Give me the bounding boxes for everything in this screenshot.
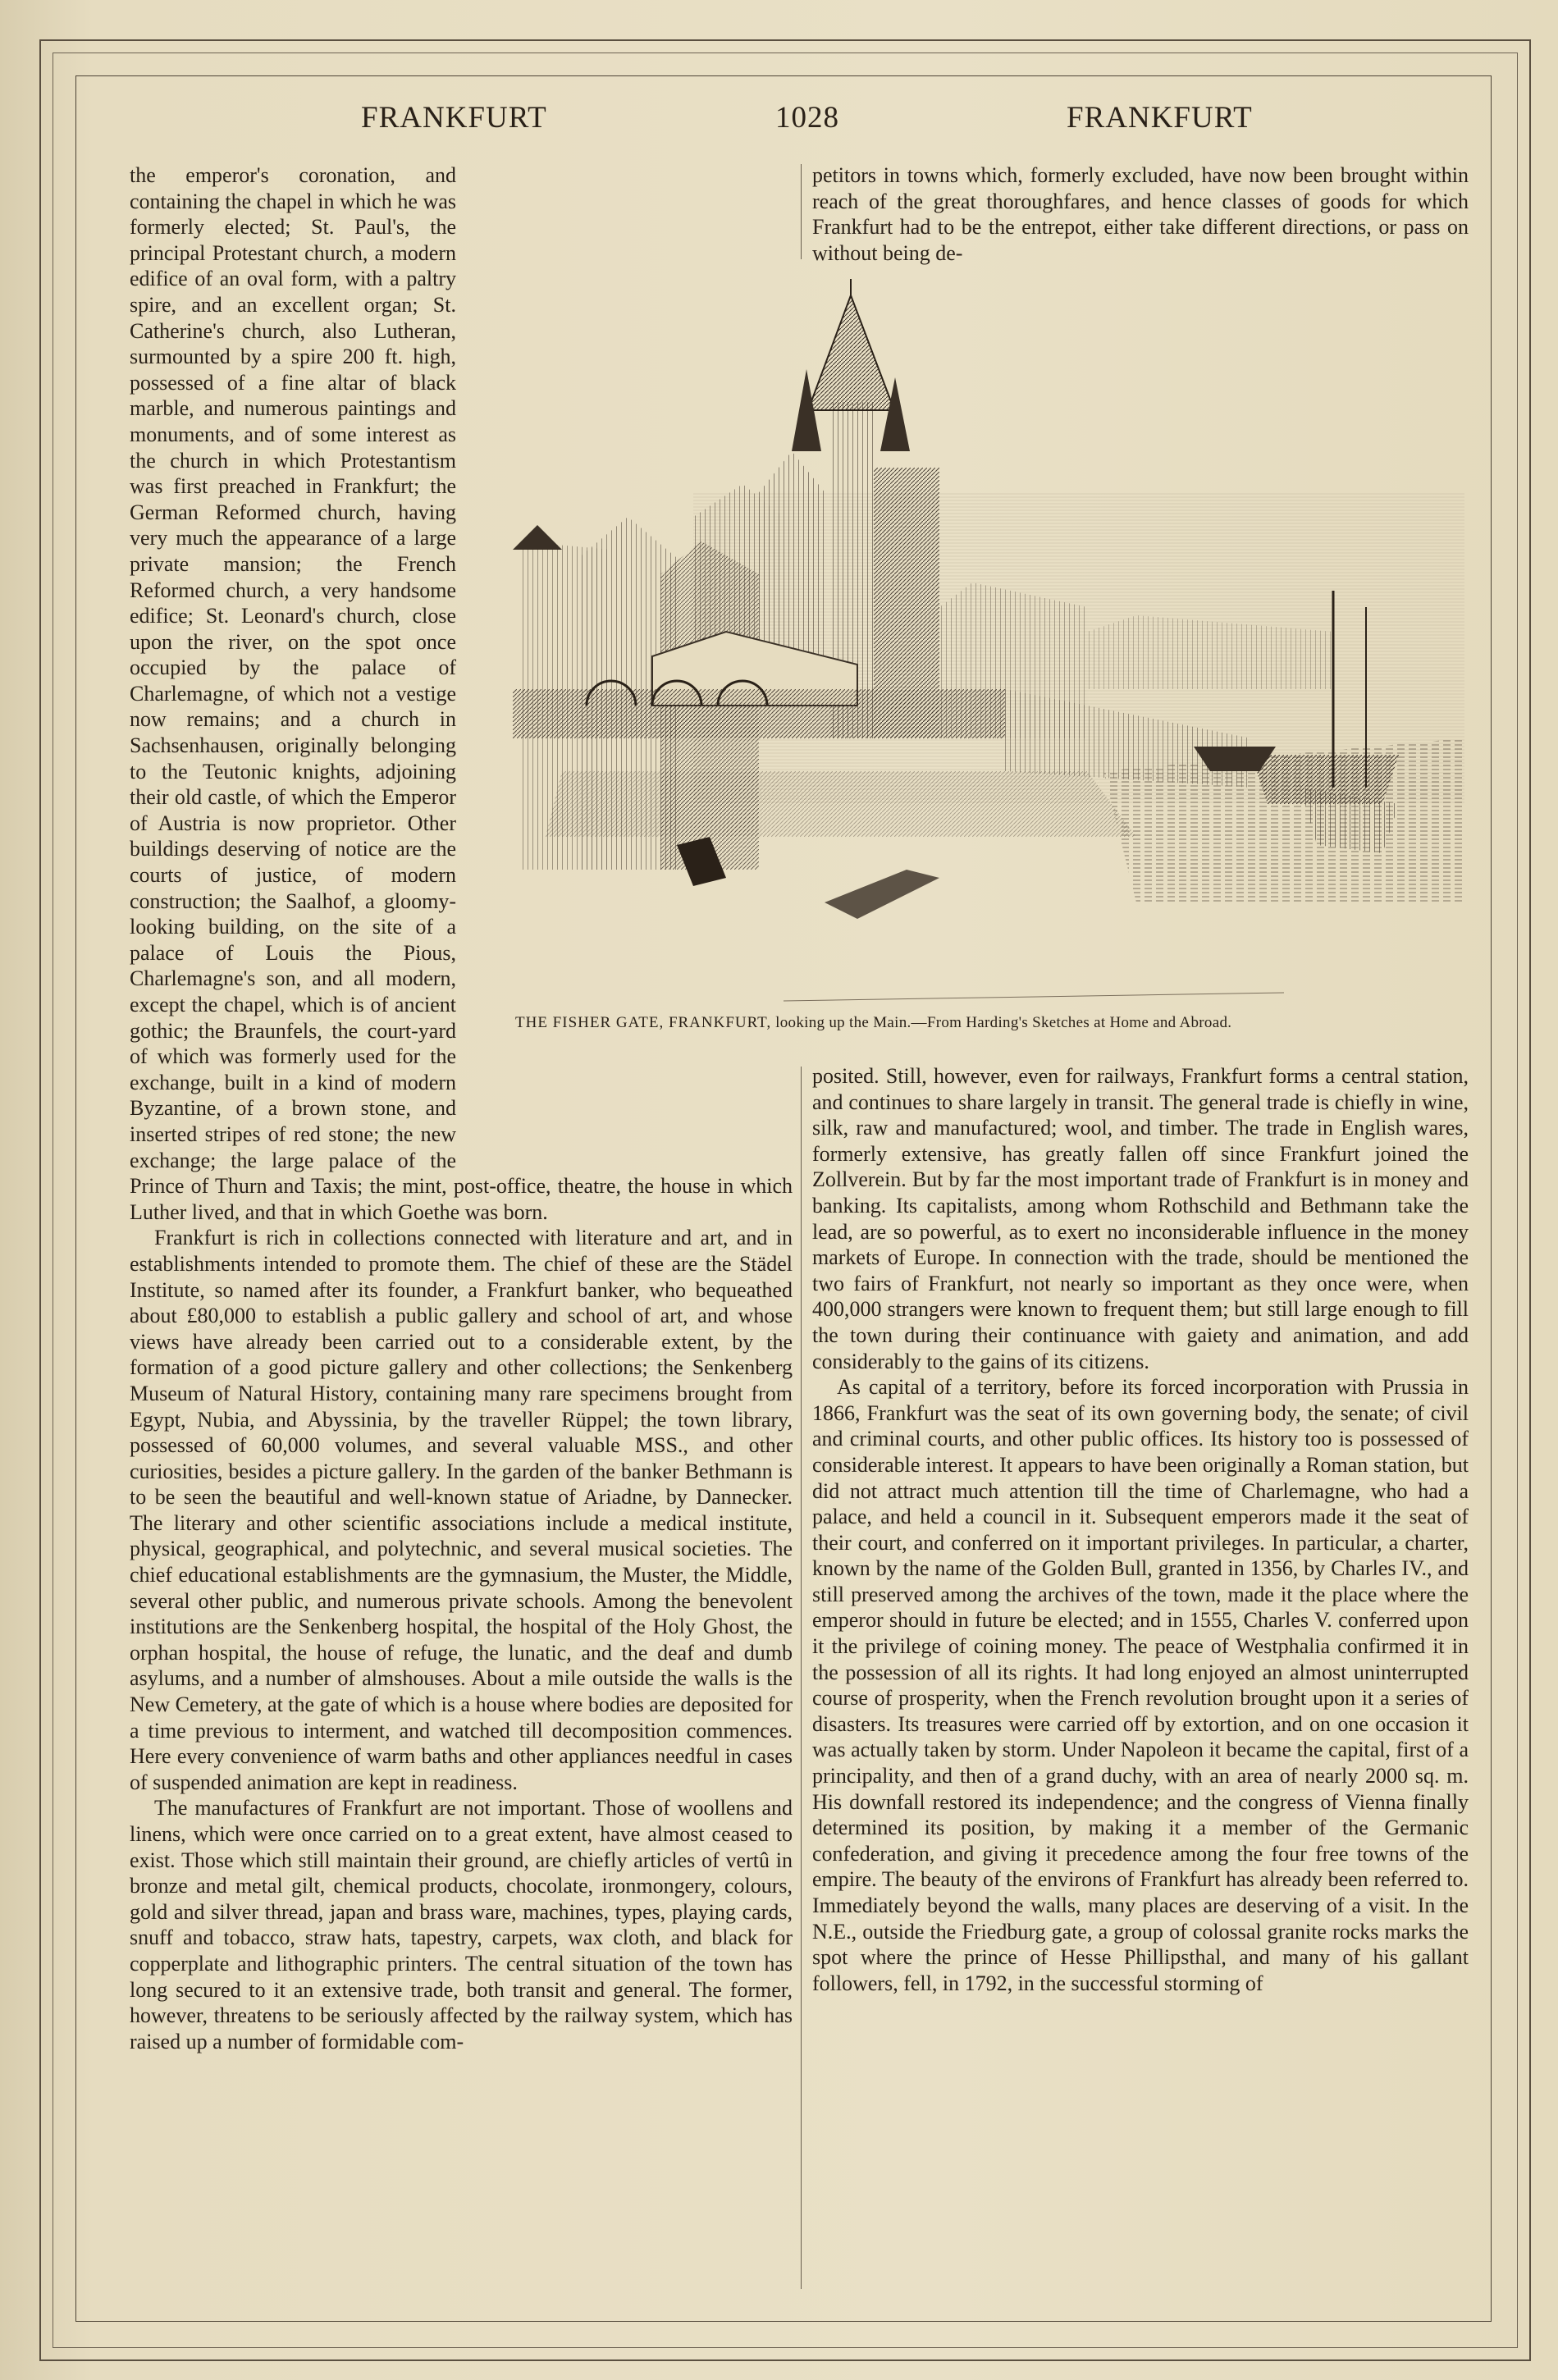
- caption-detail: looking up the Main.—From Harding's Sketches at Home and Abroad.: [771, 1014, 1232, 1031]
- right-paragraph-top: petitors in towns which, formerly excluded, have now been brought within reach of the great thoroughfares, and hence classes of goods for which Frankfurt had to be the entrepot, either take different directions, or pass on without being de-: [812, 163, 1469, 265]
- left-paragraph-3: The manufactures of Frankfurt are not important. Those of woollens and linens, which were once carried on to a great extent, have almost ceased to exist. Those which still maintain their ground, are chiefly articles of vertû in bronze and metal gilt, chemical products, chocolate, ironmongery, colours, gold and silver thread, japan and brass ware, machines, types, playing cards, snuff and tobacco, straw hats, tapestry, carpets, wax cloth, and black for copperplate and lithographic printers. The central situation of the town has long secured to it an extensive trade, both transit and general. The former, however, threatens to be seriously affected by the railway system, which has raised up a number of formidable com-: [130, 1796, 793, 2053]
- right-paragraph-1: posited. Still, however, even for railways, Frankfurt forms a central station, and continues to share largely in transit. The general trade is chiefly in wine, silk, raw and manufactured; wool, and timber. The trade in English wares, formerly extensive, has greatly fallen off since Frankfurt joined the Zollverein. But by far the most important trade of Frankfurt is in money and banking. Its capitalists, among whom Rothschild and Bethmann take the lead, are so powerful, as to exert no inconsiderable influence in the money markets of Europe. In connection with the trade, should be mentioned the two fairs of Frankfurt, not nearly so important as they once were, when 400,000 strangers were known to frequent them; but still large enough to fill the town during their continuance with gaiety and animation, and add considerably to the gains of its citizens.: [812, 1064, 1469, 1373]
- header-left-title: FRANKFURT: [361, 101, 547, 135]
- caption-title: THE FISHER GATE, FRANKFURT,: [515, 1014, 772, 1031]
- running-header: [123, 100, 1452, 141]
- illustration-caption: [515, 1014, 1451, 1032]
- column-rule-bottom: [801, 1067, 802, 2289]
- column-rule-top: [801, 164, 802, 259]
- page-number: 1028: [775, 101, 839, 135]
- left-paragraph-2: Frankfurt is rich in collections connected with literature and art, and in establishments intended to promote them. The chief of these are the Städel Institute, so named after its founder, a Frankfurt banker, who bequeathed about £80,000 to establish a public gallery and school of art, and whose views have already been carried out to a considerable extent, by the formation of a good picture gallery and other collections; the Senkenberg Museum of Natural History, containing many rare specimens brought from Egypt, Nubia, and Abyssinia, by the traveller Rüppel; the town library, possessed of 60,000 volumes, and several valuable MSS., and other curiosities, besides a picture gallery. In the garden of the banker Bethmann is to be seen the beautiful and well-known statue of Ariadne, by Dannecker. The literary and other scientific associations include a medical institute, physical, geographical, and polytechnic, and several musical societies. The chief educational establishments are the gymnasium, the Muster, the Middle, several other public, and numerous private schools. Among the benevolent institutions are the Senkenberg hospital, the hospital of the Holy Ghost, the orphan hospital, the house of refuge, the lunatic, and the deaf and dumb asylums, and a number of almshouses. About a mile outside the walls is the New Cemetery, at the gate of which is a house where bodies are deposited for a time previous to interment, and watched till decomposition commences. Here every convenience of warm baths and other appliances needful in cases of suspended animation are kept in readiness.: [130, 1226, 793, 1794]
- left-paragraph-1: the emperor's coronation, and containing the chapel in which he was formerly elected; St. Paul's, the principal Protestant church, a modern edifice of an oval form, with a paltry spire, and an excellent organ; St. Catherine's church, also Lutheran, surmounted by a spire 200 ft. high, possessed of a fine altar of black marble, and numerous paintings and monuments, and of some interest as the church in which Protestantism was first preached in Frankfurt; the German Reformed church, having very much the appearance of a large private mansion; the French Reformed church, a very handsome edifice; St. Leonard's church, close upon the river, on the spot once occupied by the palace of Charlemagne, of which not a vestige now remains; and a church in Sachsenhausen, originally belonging to the Teutonic knights, adjoining their old castle, of which the Emperor of Austria is now proprietor. Other buildings deserving of notice are the courts of justice, of modern construction; the Saalhof, a gloomy-looking building, on the site of a palace of Louis the Pious, Charlemagne's son, and all modern, except the chapel, which is of ancient gothic; the Braunfels, the court-yard of which was formerly used for the exchange, built in a kind of modern Byzantine, of a brown stone, and inserted stripes of red stone; the new exchange; the large palace of the Prince of Thurn and Taxis; the mint, post-office, theatre, the house in which Luther lived, and that in which Goethe was born.: [130, 163, 793, 1224]
- fisher-gate-engraving: [513, 279, 1464, 1017]
- engraving-image: [513, 279, 1464, 1017]
- right-paragraph-2: As capital of a territory, before its forced incorporation with Prussia in 1866, Frankfurt was the seat of its own governing body, the senate; of civil and criminal courts, and other public offices. Its history too is possessed of considerable interest. It appears to have been originally a Roman station, but did not attract much attention till the time of Charlemagne, who had a palace, and held a council in it. Subsequent emperors made it the seat of their court, and conferred on it important privileges. In particular, a charter, known by the name of the Golden Bull, granted in 1356, by Charles IV., and still preserved among the archives of the town, made it the place where the emperor should in future be elected; and in 1555, Charles V. conferred upon it the privilege of coining money. The peace of Westphalia confirmed it in the possession of all its rights. It had long enjoyed an almost uninterrupted course of prosperity, when the French revolution brought upon it a series of disasters. Its treasures were carried off by extortion, and on one occasion it was actually taken by storm. Under Napoleon it became the capital, first of a principality, and then of a grand duchy, with an area of nearly 2000 sq. m. His downfall restored its independence; and the congress of Vienna finally determined its position, by making it a member of the Germanic confederation, and giving it precedence among the four free towns of the empire. The beauty of the environs of Frankfurt has already been referred to. Immediately beyond the walls, many places are deserving of a visit. In the N.E., outside the Friedburg gate, a group of colossal granite rocks marks the spot where the prince of Hesse Phillipsthal, and many of his gallant followers, fell, in 1792, in the successful storming of: [812, 1375, 1469, 1995]
- header-right-title: FRANKFURT: [1067, 101, 1253, 135]
